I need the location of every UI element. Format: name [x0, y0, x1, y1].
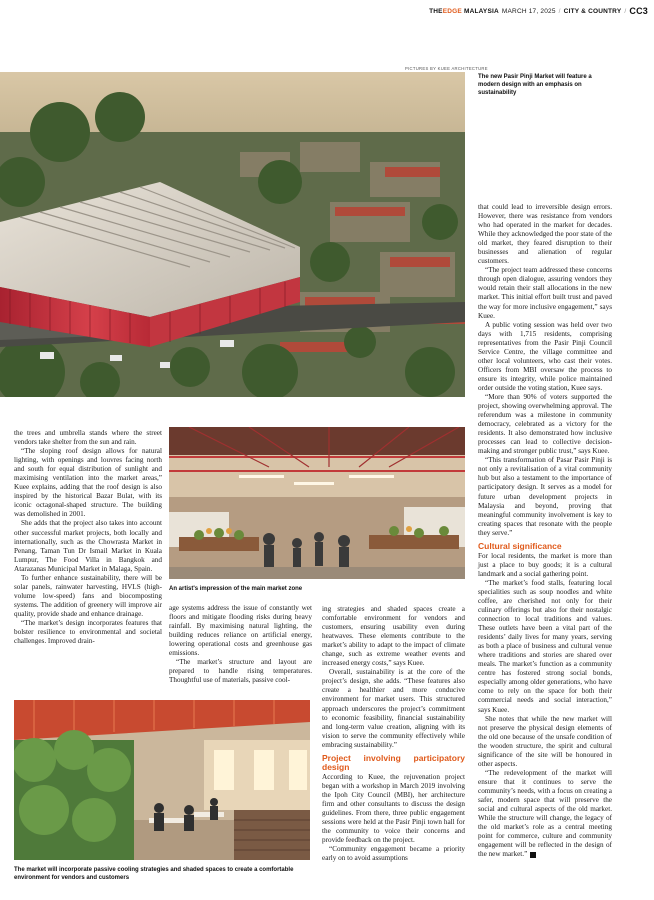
header-right — [429, 6, 648, 16]
page-number: CC3 — [629, 6, 648, 16]
paragraph: She adds that the project also takes into account other successful market projects, both locally and internationally, such as the Chowrasta Market in Penang, Taman Tun Dr Ismail Market in Kuala Lumpur, The Food Villa in Bangkok and Atarazanas Municipal Market in Malaga, Spain. — [14, 519, 162, 573]
paragraph: Overall, sustainability is at the core of the project’s design, she adds. “These features also create a healthier and more conducive environment for market users. This structured approach underscores the project’s commitment to economic feasibility, financial sustainability and long-term value creation, aligning with its vision to serve the community effectively while embracing sustainability.” — [322, 668, 465, 749]
paragraph: “The sloping roof design allows for natural lighting, with openings and louvres facing north and south for equal distribution of sunlight and maximising ventilation into the market areas,” Kuee explains, adding that the roof design is also inspired by the historical Bazar Bulat, with its iconic octagonal-shaped structure. The building was demolished in 2001. — [14, 447, 162, 519]
section-name: CITY & COUNTRY — [563, 7, 622, 15]
hero-caption: The new Pasir Pinji Market will feature a modern design with an emphasis on sustainability — [478, 74, 592, 96]
interior-caption: An artist's impression of the main market zone — [169, 586, 303, 592]
paragraph: “The market’s structure and layout are prepared to handle rising temperatures. Thoughtful use of materials, passive cool- — [169, 658, 312, 685]
paragraph: “The market’s design incorporates features that bolster resilience to environmental and societal challenges. Improved drain- — [14, 618, 162, 646]
paragraph: ing strategies and shaded spaces create a comfortable environment for vendors and customers, ensuring usability even during heatwaves. These elements contribute to the market’s ability to adapt to the impact of climate change, such as extreme weather events and increased energy costs,” says Kuee. — [322, 605, 465, 668]
terrace-caption: The market will incorporate passive cooling strategies and shaded spaces to create a comfortable environment for vendors and customers — [14, 867, 294, 881]
paragraph: “Community engagement became a priority early on to avoid assumptions — [322, 845, 465, 863]
article-column-2 — [169, 604, 312, 685]
brand-logo: THEEDGE MALAYSIA — [429, 7, 499, 15]
header-separator: / — [558, 7, 561, 15]
paragraph: A public voting session was held over two days with 1,715 residents, comprising representatives from the Pasir Pinji Council Service Centre, the village committee and other local volunteers, who cast their votes. Officers from MBI oversaw the process to ensure its integrity, while police maintained order outside the voting station, Kuee says. — [478, 320, 612, 392]
header-separator: / — [624, 7, 627, 15]
paragraph: “More than 90% of voters supported the project, showing overwhelming approval. The referendum was a milestone in community democracy, celebrated as a victory for the residents. It also demonstrated how inclusive processes can lead to collective decision-making and stronger public trust,” says Kuee. — [478, 392, 612, 456]
paragraph: age systems address the issue of constantly wet floors and mitigate flooding risks during heavy rainfall. By maximising natural lighting, the building reduces reliance on artificial energy, lowering operational costs and greenhouse gas emissions. — [169, 604, 312, 658]
section-heading: Project involving participatory design — [322, 752, 465, 772]
paragraph — [478, 769, 612, 859]
paragraph: For local residents, the market is more than just a place to buy goods; it is a cultural landmark and a social gathering point. — [478, 551, 612, 578]
paragraph: To further enhance sustainability, there will be solar panels, rainwater harvesting, HVLS (high-volume low-speed) fans and biocomposting systems. The addition of greenery will improve air quality, provide shade and enhance drainage. — [14, 573, 162, 618]
article-column-1 — [14, 429, 162, 646]
paragraph: She notes that while the new market will not preserve the physical design elements of the old one because of the unsafe condition of the wooden structure, the spirit and cultural significance of the site will be honoured in other aspects. — [478, 714, 612, 768]
article-column-4 — [478, 203, 612, 859]
hero-aerial-image — [0, 72, 465, 397]
issue-date: MARCH 17, 2025 — [501, 7, 556, 15]
photo-credit: PICTURES BY KUEE ARCHITECTURE — [405, 66, 488, 71]
paragraph: According to Kuee, the rejuvenation project began with a workshop in March 2019 involving the Ipoh City Council (MBI), her architecture firm and other consultants to discuss the design guidelines. From there, three public engagement sessions were held at the Pasir Pinji town hall for the community to voice their concerns and provide feedback on the project. — [322, 772, 465, 845]
end-mark-icon: E — [530, 852, 536, 858]
paragraph: “This transformation of Pasar Pasir Pinji is not only a revitalisation of a vital community hub but also a testament to the importance of participatory design. It serves as a model for future urban development projects in Malaysia and beyond, proving that meaningful community involvement is key to creating spaces that resonate with the people they serve.” — [478, 456, 612, 537]
paragraph: the trees and umbrella stands where the street vendors take shelter from the sun and rain. — [14, 429, 162, 447]
article-column-3 — [322, 605, 465, 863]
paragraph: “The project team addressed these concerns through open dialogue, assuring vendors they would retain their stall allocations in the new market. This initial effort built trust and paved the way for more inclusive engagement,” says Kuee. — [478, 266, 612, 320]
paragraph: “The market’s food stalls, featuring local specialities such as soup noodles and white coffee, are cherished not only for their culinary offerings but also for their nostalgic connection to local traditions and values. These outlets have been a vital part of the residents’ daily lives for many years, serving as both a place of business and cultural venue where traditions and stories are shared over meals. The market’s function as a community centre has fostered strong social bonds, especially among older generations, who have come to rely on the space for both their commercial needs and social interaction,” says Kuee. — [478, 578, 612, 714]
section-heading: Cultural significance — [478, 540, 562, 551]
terrace-image — [14, 700, 310, 860]
paragraph-text: “The redevelopment of the market will ensure that it continues to serve the community’s needs, with a focus on creating a safer, modern space that will preserve the social and cultural aspects of the old market. While the structure will change, the legacy of the old market’s role as a central meeting point for commerce, culture and community engagement will be reflected in the design of the new market.” — [478, 768, 612, 859]
paragraph: that could lead to irreversible design errors. However, there was resistance from vendors who had operated in the market for decades. While they acknowledged the poor state of the old market, they feared disruption to their businesses and alienation of regular customers. — [478, 203, 612, 266]
page-header — [0, 0, 654, 22]
interior-market-image — [169, 427, 465, 579]
